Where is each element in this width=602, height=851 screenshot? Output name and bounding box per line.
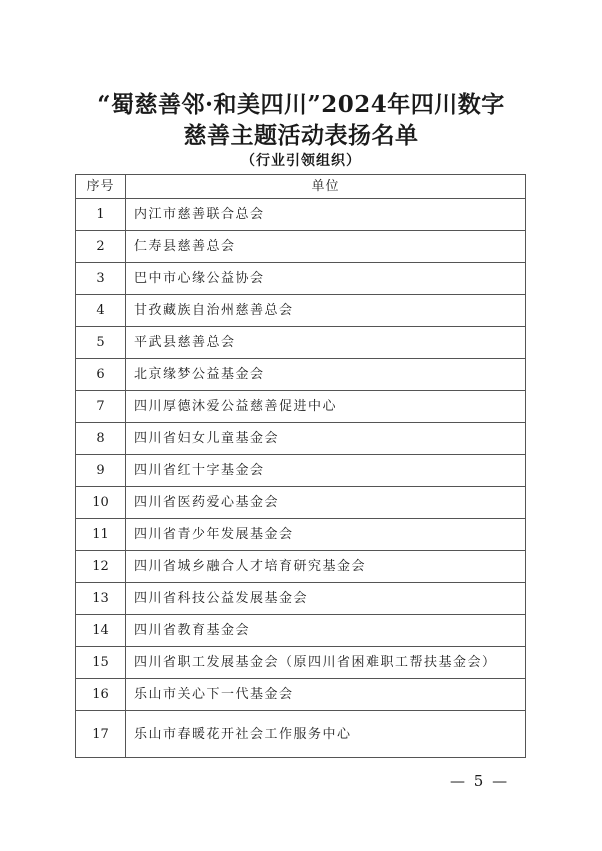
table-row bbox=[76, 359, 526, 391]
row-unit: 仁寿县慈善总会 bbox=[126, 231, 526, 263]
row-number: 1 bbox=[76, 199, 126, 231]
row-unit: 四川省城乡融合人才培育研究基金会 bbox=[126, 551, 526, 583]
table-header-row bbox=[76, 175, 526, 199]
row-unit: 四川省科技公益发展基金会 bbox=[126, 583, 526, 615]
document-title-line-2: 慈善主题活动表扬名单 bbox=[183, 122, 419, 149]
row-number: 2 bbox=[76, 231, 126, 263]
row-unit: 四川省妇女儿童基金会 bbox=[126, 423, 526, 455]
table-row bbox=[76, 551, 526, 583]
row-unit: 四川省教育基金会 bbox=[126, 615, 526, 647]
row-number: 16 bbox=[76, 679, 126, 711]
document-title-line-1: “蜀慈善邻·和美四川”2024年四川数字 bbox=[97, 91, 505, 118]
row-unit: 平武县慈善总会 bbox=[126, 327, 526, 359]
row-unit: 乐山市关心下一代基金会 bbox=[126, 679, 526, 711]
row-unit: 内江市慈善联合总会 bbox=[126, 199, 526, 231]
column-header-unit: 单位 bbox=[126, 175, 526, 199]
row-number: 3 bbox=[76, 263, 126, 295]
page-number: — 5 — bbox=[450, 772, 510, 790]
row-number: 5 bbox=[76, 327, 126, 359]
row-number: 9 bbox=[76, 455, 126, 487]
column-header-number: 序号 bbox=[76, 175, 126, 199]
table-row bbox=[76, 679, 526, 711]
row-unit: 四川省红十字基金会 bbox=[126, 455, 526, 487]
table-row bbox=[76, 647, 526, 679]
row-unit: 巴中市心缘公益协会 bbox=[126, 263, 526, 295]
row-number: 15 bbox=[76, 647, 126, 679]
row-number: 6 bbox=[76, 359, 126, 391]
document-subtitle: （行业引领组织） bbox=[241, 153, 361, 169]
row-number: 4 bbox=[76, 295, 126, 327]
table-row bbox=[76, 391, 526, 423]
table-row bbox=[76, 327, 526, 359]
table-row bbox=[76, 199, 526, 231]
row-unit: 北京缘梦公益基金会 bbox=[126, 359, 526, 391]
table-row bbox=[76, 583, 526, 615]
table-row bbox=[76, 711, 526, 758]
table-row bbox=[76, 423, 526, 455]
table-row bbox=[76, 263, 526, 295]
table-row bbox=[76, 455, 526, 487]
row-unit: 四川省青少年发展基金会 bbox=[126, 519, 526, 551]
honor-list-table bbox=[75, 174, 526, 758]
row-unit: 乐山市春暖花开社会工作服务中心 bbox=[126, 711, 526, 758]
row-number: 13 bbox=[76, 583, 126, 615]
row-number: 12 bbox=[76, 551, 126, 583]
row-number: 10 bbox=[76, 487, 126, 519]
table-row bbox=[76, 487, 526, 519]
row-unit: 四川省职工发展基金会（原四川省困难职工帮扶基金会） bbox=[126, 647, 526, 679]
row-unit: 甘孜藏族自治州慈善总会 bbox=[126, 295, 526, 327]
row-unit: 四川省医药爱心基金会 bbox=[126, 487, 526, 519]
table-row bbox=[76, 615, 526, 647]
row-number: 7 bbox=[76, 391, 126, 423]
row-number: 8 bbox=[76, 423, 126, 455]
row-unit: 四川厚德沐爱公益慈善促进中心 bbox=[126, 391, 526, 423]
row-number: 11 bbox=[76, 519, 126, 551]
table-row bbox=[76, 295, 526, 327]
table-row bbox=[76, 519, 526, 551]
row-number: 14 bbox=[76, 615, 126, 647]
table-row bbox=[76, 231, 526, 263]
row-number: 17 bbox=[76, 711, 126, 758]
